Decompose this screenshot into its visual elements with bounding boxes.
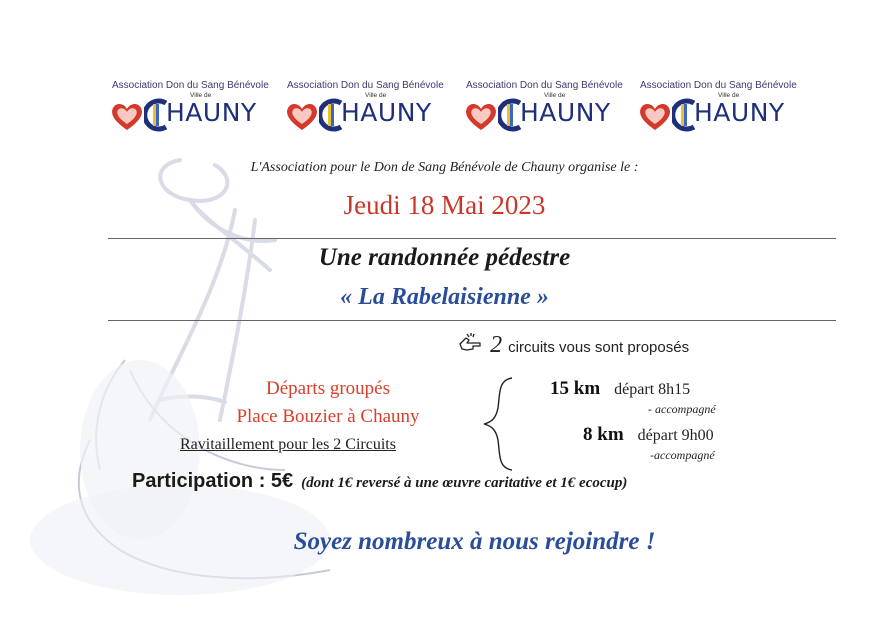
circuits-text: circuits vous sont proposés [508, 339, 690, 356]
event-name: « La Rabelaisienne » [340, 284, 549, 310]
event-subtitle: Une randonnée pédestre [318, 244, 571, 271]
logo-city-name: HAUNY [520, 98, 611, 127]
heart-icon [110, 102, 144, 132]
heart-icon [285, 102, 319, 132]
logo-ville-text: Ville de [190, 92, 212, 99]
logo-ville-text: Ville de [365, 92, 387, 99]
logo-ville-text: Ville de [544, 92, 566, 99]
route-8km [583, 424, 714, 446]
slogan-text: Soyez nombreux à nous rejoindre ! [293, 528, 656, 555]
route-note: -accompagné [650, 448, 715, 462]
curly-brace-icon [478, 376, 518, 472]
departs-place: Place Bouzier à Chauny [236, 406, 420, 427]
intro-text: L'Association pour le Don de Sang Bénévole de Chauny organise le : [250, 160, 639, 175]
departs-title: Départs groupés [266, 378, 390, 399]
hand-pointing-icon [458, 332, 482, 354]
logo-city-name: HAUNY [166, 98, 257, 127]
route-distance: 15 km [550, 378, 601, 399]
logo-city-name: HAUNY [694, 98, 785, 127]
logo-1 [108, 80, 278, 136]
logo-city-name: HAUNY [341, 98, 432, 127]
route-15km [550, 378, 690, 400]
event-date: Jeudi 18 Mai 2023 [343, 190, 546, 220]
route-distance: 8 km [583, 424, 624, 445]
logo-association-text: Association Don du Sang Bénévole [287, 80, 444, 91]
route-depart: départ 9h00 [637, 427, 714, 444]
circuits-line [458, 332, 689, 359]
participation-price: Participation : 5€ [132, 470, 294, 492]
participation-detail: (dont 1€ reversé à une œuvre caritative et 1€ ecocup) [301, 475, 628, 491]
route-note: - accompagné [648, 402, 716, 416]
ravitaillement-text: Ravitaillement pour les 2 Circuits [180, 436, 396, 453]
heart-icon [638, 102, 672, 132]
logo-2 [283, 80, 453, 136]
logo-association-text: Association Don du Sang Bénévole [466, 80, 623, 91]
circuits-number: 2 [490, 332, 503, 358]
logo-3 [462, 80, 632, 136]
route-depart: départ 8h15 [614, 381, 691, 398]
heart-icon [464, 102, 498, 132]
logo-association-text: Association Don du Sang Bénévole [640, 80, 797, 91]
logo-4 [636, 80, 806, 136]
logo-ville-text: Ville de [718, 92, 740, 99]
participation-line [132, 470, 627, 493]
divider-bottom [108, 320, 836, 321]
divider-top [108, 238, 836, 239]
logo-association-text: Association Don du Sang Bénévole [112, 80, 269, 91]
